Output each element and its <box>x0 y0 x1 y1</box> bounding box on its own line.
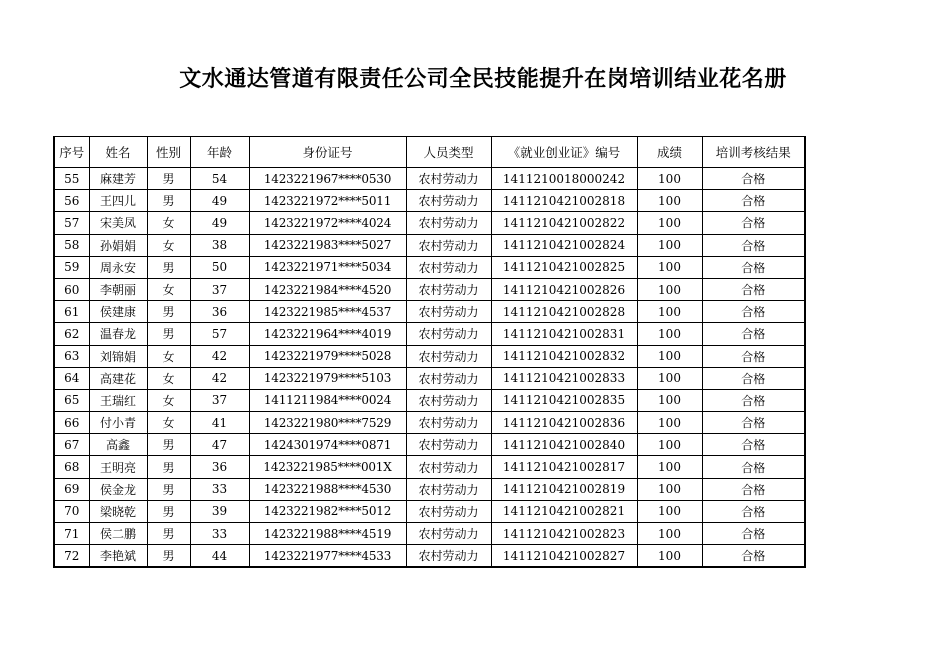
cell-name: 李艳斌 <box>89 545 147 568</box>
cell-idno: 1423221964****4019 <box>249 323 406 345</box>
cell-result: 合格 <box>702 456 805 478</box>
cell-gender: 女 <box>147 212 190 234</box>
cell-age: 57 <box>190 323 249 345</box>
cell-gender: 女 <box>147 345 190 367</box>
cell-idno: 1424301974****0871 <box>249 434 406 456</box>
cell-score: 100 <box>637 190 702 212</box>
cell-seq: 60 <box>54 278 89 300</box>
table-row <box>54 323 805 345</box>
cell-idno: 1423221985****4537 <box>249 301 406 323</box>
table-row <box>54 234 805 256</box>
cell-name: 侯金龙 <box>89 478 147 500</box>
cell-name: 侯建康 <box>89 301 147 323</box>
cell-cert: 1411210421002823 <box>491 523 637 545</box>
cell-score: 100 <box>637 301 702 323</box>
cell-result: 合格 <box>702 301 805 323</box>
cell-type: 农村劳动力 <box>406 212 491 234</box>
table-row <box>54 212 805 234</box>
cell-score: 100 <box>637 478 702 500</box>
cell-score: 100 <box>637 234 702 256</box>
cell-cert: 1411210421002840 <box>491 434 637 456</box>
cell-idno: 1423221977****4533 <box>249 545 406 568</box>
cell-idno: 1423221988****4530 <box>249 478 406 500</box>
header-score: 成绩 <box>637 137 702 168</box>
cell-score: 100 <box>637 367 702 389</box>
cell-result: 合格 <box>702 212 805 234</box>
cell-gender: 男 <box>147 256 190 278</box>
table-row <box>54 500 805 522</box>
cell-cert: 1411210421002831 <box>491 323 637 345</box>
cell-gender: 男 <box>147 478 190 500</box>
cell-name: 高鑫 <box>89 434 147 456</box>
cell-type: 农村劳动力 <box>406 456 491 478</box>
cell-seq: 72 <box>54 545 89 568</box>
table-row <box>54 389 805 411</box>
cell-cert: 1411210421002818 <box>491 190 637 212</box>
cell-seq: 63 <box>54 345 89 367</box>
cell-seq: 56 <box>54 190 89 212</box>
cell-gender: 男 <box>147 190 190 212</box>
header-cert-number: 《就业创业证》编号 <box>491 137 637 168</box>
cell-gender: 男 <box>147 168 190 190</box>
cell-score: 100 <box>637 500 702 522</box>
cell-seq: 58 <box>54 234 89 256</box>
cell-result: 合格 <box>702 367 805 389</box>
cell-cert: 1411210421002835 <box>491 389 637 411</box>
cell-gender: 男 <box>147 434 190 456</box>
table-row <box>54 190 805 212</box>
cell-idno: 1423221971****5034 <box>249 256 406 278</box>
header-row <box>54 137 805 168</box>
cell-score: 100 <box>637 389 702 411</box>
cell-name: 王四儿 <box>89 190 147 212</box>
cell-cert: 1411210421002825 <box>491 256 637 278</box>
cell-seq: 69 <box>54 478 89 500</box>
cell-result: 合格 <box>702 478 805 500</box>
table-row <box>54 345 805 367</box>
cell-type: 农村劳动力 <box>406 434 491 456</box>
cell-type: 农村劳动力 <box>406 412 491 434</box>
cell-age: 37 <box>190 389 249 411</box>
cell-result: 合格 <box>702 434 805 456</box>
cell-name: 孙娟娟 <box>89 234 147 256</box>
table-row <box>54 412 805 434</box>
cell-age: 33 <box>190 523 249 545</box>
cell-cert: 1411210421002822 <box>491 212 637 234</box>
cell-gender: 男 <box>147 523 190 545</box>
cell-seq: 59 <box>54 256 89 278</box>
cell-type: 农村劳动力 <box>406 545 491 568</box>
cell-cert: 1411210421002827 <box>491 545 637 568</box>
cell-idno: 1423221972****4024 <box>249 212 406 234</box>
cell-type: 农村劳动力 <box>406 345 491 367</box>
cell-idno: 1423221983****5027 <box>249 234 406 256</box>
cell-age: 36 <box>190 456 249 478</box>
cell-age: 41 <box>190 412 249 434</box>
cell-cert: 1411210018000242 <box>491 168 637 190</box>
header-gender: 性别 <box>147 137 190 168</box>
roster-table <box>53 136 806 568</box>
header-result: 培训考核结果 <box>702 137 805 168</box>
cell-idno: 1423221982****5012 <box>249 500 406 522</box>
cell-gender: 女 <box>147 234 190 256</box>
cell-gender: 男 <box>147 323 190 345</box>
cell-score: 100 <box>637 412 702 434</box>
cell-age: 54 <box>190 168 249 190</box>
header-id-number: 身份证号 <box>249 137 406 168</box>
cell-type: 农村劳动力 <box>406 278 491 300</box>
cell-gender: 女 <box>147 412 190 434</box>
cell-age: 38 <box>190 234 249 256</box>
cell-name: 付小青 <box>89 412 147 434</box>
cell-age: 49 <box>190 190 249 212</box>
cell-result: 合格 <box>702 278 805 300</box>
cell-gender: 男 <box>147 500 190 522</box>
cell-cert: 1411210421002832 <box>491 345 637 367</box>
cell-age: 44 <box>190 545 249 568</box>
cell-type: 农村劳动力 <box>406 500 491 522</box>
header-person-type: 人员类型 <box>406 137 491 168</box>
cell-name: 高建花 <box>89 367 147 389</box>
cell-result: 合格 <box>702 523 805 545</box>
cell-score: 100 <box>637 323 702 345</box>
cell-type: 农村劳动力 <box>406 367 491 389</box>
cell-type: 农村劳动力 <box>406 168 491 190</box>
cell-name: 王明亮 <box>89 456 147 478</box>
cell-idno: 1423221979****5028 <box>249 345 406 367</box>
cell-result: 合格 <box>702 234 805 256</box>
cell-age: 50 <box>190 256 249 278</box>
cell-cert: 1411210421002828 <box>491 301 637 323</box>
cell-type: 农村劳动力 <box>406 389 491 411</box>
cell-name: 周永安 <box>89 256 147 278</box>
cell-seq: 61 <box>54 301 89 323</box>
cell-seq: 70 <box>54 500 89 522</box>
cell-score: 100 <box>637 434 702 456</box>
cell-result: 合格 <box>702 323 805 345</box>
cell-cert: 1411210421002836 <box>491 412 637 434</box>
page-title: 文水通达管道有限责任公司全民技能提升在岗培训结业花名册 <box>179 67 787 92</box>
cell-idno: 1423221980****7529 <box>249 412 406 434</box>
cell-age: 33 <box>190 478 249 500</box>
cell-type: 农村劳动力 <box>406 256 491 278</box>
cell-seq: 64 <box>54 367 89 389</box>
cell-gender: 女 <box>147 367 190 389</box>
cell-type: 农村劳动力 <box>406 234 491 256</box>
cell-name: 侯二鹏 <box>89 523 147 545</box>
cell-type: 农村劳动力 <box>406 478 491 500</box>
table-row <box>54 168 805 190</box>
cell-type: 农村劳动力 <box>406 301 491 323</box>
cell-age: 49 <box>190 212 249 234</box>
cell-seq: 57 <box>54 212 89 234</box>
table-row <box>54 434 805 456</box>
cell-name: 王瑞红 <box>89 389 147 411</box>
cell-age: 39 <box>190 500 249 522</box>
cell-result: 合格 <box>702 256 805 278</box>
cell-score: 100 <box>637 256 702 278</box>
table-row <box>54 256 805 278</box>
cell-type: 农村劳动力 <box>406 323 491 345</box>
cell-result: 合格 <box>702 412 805 434</box>
cell-idno: 1423221985****001X <box>249 456 406 478</box>
cell-score: 100 <box>637 212 702 234</box>
table-row <box>54 367 805 389</box>
cell-result: 合格 <box>702 168 805 190</box>
table-row <box>54 301 805 323</box>
cell-result: 合格 <box>702 545 805 568</box>
cell-score: 100 <box>637 523 702 545</box>
table-row <box>54 478 805 500</box>
cell-gender: 男 <box>147 456 190 478</box>
cell-seq: 55 <box>54 168 89 190</box>
cell-seq: 65 <box>54 389 89 411</box>
cell-gender: 男 <box>147 301 190 323</box>
header-name: 姓名 <box>89 137 147 168</box>
roster-body <box>54 168 805 568</box>
cell-name: 宋美凤 <box>89 212 147 234</box>
cell-score: 100 <box>637 456 702 478</box>
cell-idno: 1411211984****0024 <box>249 389 406 411</box>
cell-name: 李朝丽 <box>89 278 147 300</box>
cell-gender: 男 <box>147 545 190 568</box>
cell-score: 100 <box>637 545 702 568</box>
cell-gender: 女 <box>147 278 190 300</box>
table-row <box>54 523 805 545</box>
table-row <box>54 545 805 568</box>
cell-idno: 1423221967****0530 <box>249 168 406 190</box>
cell-result: 合格 <box>702 345 805 367</box>
cell-cert: 1411210421002817 <box>491 456 637 478</box>
cell-seq: 66 <box>54 412 89 434</box>
cell-seq: 67 <box>54 434 89 456</box>
cell-cert: 1411210421002819 <box>491 478 637 500</box>
cell-age: 42 <box>190 345 249 367</box>
cell-seq: 71 <box>54 523 89 545</box>
cell-score: 100 <box>637 278 702 300</box>
cell-name: 麻建芳 <box>89 168 147 190</box>
cell-idno: 1423221972****5011 <box>249 190 406 212</box>
header-seq: 序号 <box>54 137 89 168</box>
cell-seq: 62 <box>54 323 89 345</box>
cell-age: 37 <box>190 278 249 300</box>
header-age: 年龄 <box>190 137 249 168</box>
cell-age: 42 <box>190 367 249 389</box>
cell-result: 合格 <box>702 389 805 411</box>
cell-result: 合格 <box>702 500 805 522</box>
cell-result: 合格 <box>702 190 805 212</box>
cell-score: 100 <box>637 345 702 367</box>
cell-cert: 1411210421002826 <box>491 278 637 300</box>
cell-type: 农村劳动力 <box>406 523 491 545</box>
cell-name: 梁晓乾 <box>89 500 147 522</box>
cell-name: 温春龙 <box>89 323 147 345</box>
cell-age: 47 <box>190 434 249 456</box>
cell-cert: 1411210421002821 <box>491 500 637 522</box>
cell-idno: 1423221979****5103 <box>249 367 406 389</box>
cell-name: 刘锦娟 <box>89 345 147 367</box>
cell-cert: 1411210421002833 <box>491 367 637 389</box>
cell-idno: 1423221988****4519 <box>249 523 406 545</box>
cell-gender: 女 <box>147 389 190 411</box>
cell-score: 100 <box>637 168 702 190</box>
table-row <box>54 278 805 300</box>
cell-idno: 1423221984****4520 <box>249 278 406 300</box>
cell-age: 36 <box>190 301 249 323</box>
cell-cert: 1411210421002824 <box>491 234 637 256</box>
cell-type: 农村劳动力 <box>406 190 491 212</box>
table-row <box>54 456 805 478</box>
cell-seq: 68 <box>54 456 89 478</box>
